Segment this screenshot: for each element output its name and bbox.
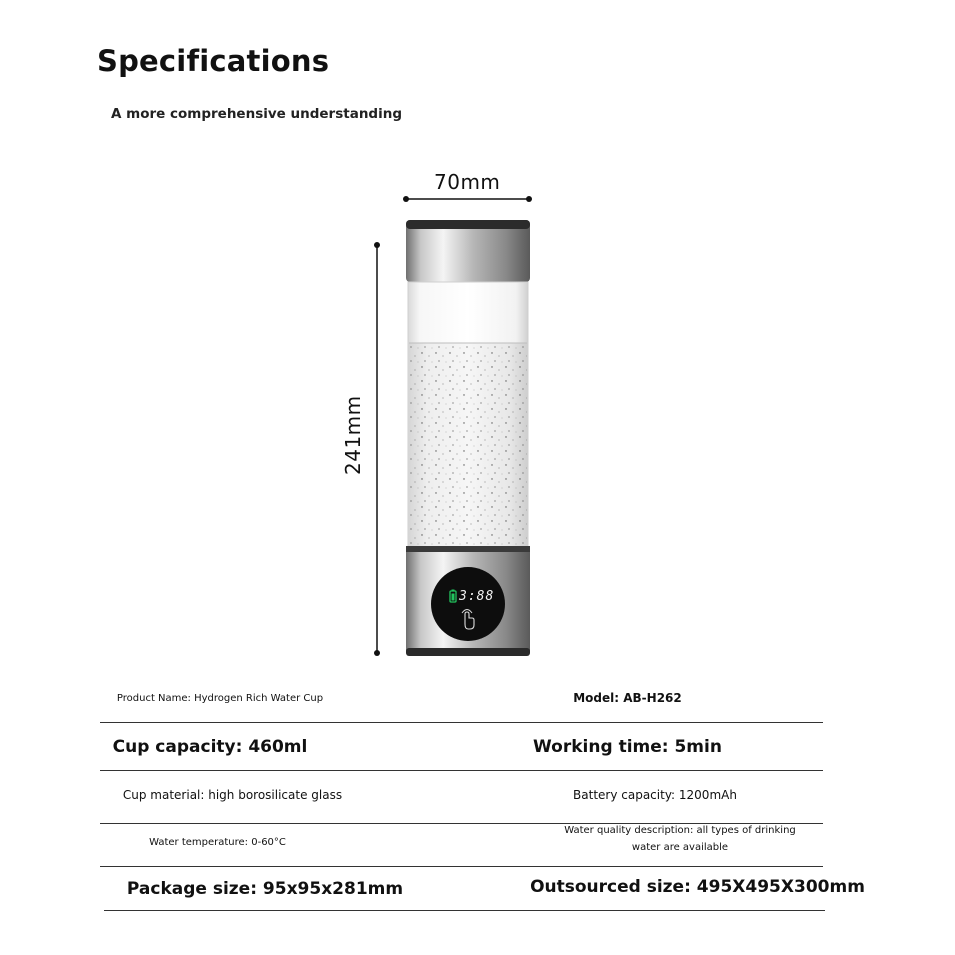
width-dimension-label: 70mm — [434, 170, 501, 194]
spec-package-size: Package size: 95x95x281mm — [126, 879, 404, 899]
table-divider — [104, 910, 825, 911]
width-dimension-line — [403, 196, 532, 202]
spec-product-name: Product Name: Hydrogen Rich Water Cup — [116, 693, 324, 704]
spec-water-quality-line2: water are available — [631, 842, 729, 853]
table-divider — [100, 722, 823, 723]
spec-water-quality-line1: Water quality description: all types of drinking — [564, 825, 796, 836]
spec-water-temperature: Water temperature: 0-60°C — [149, 837, 286, 848]
page-title: Specifications — [97, 44, 330, 78]
bottle-lid — [406, 220, 530, 282]
display-time-readout: 3:88 — [459, 589, 495, 604]
spec-cup-material: Cup material: high borosilicate glass — [122, 788, 343, 802]
table-divider — [100, 823, 823, 824]
page-subtitle: A more comprehensive understanding — [111, 106, 402, 122]
spec-battery-capacity: Battery capacity: 1200mAh — [573, 788, 737, 802]
spec-working-time: Working time: 5min — [533, 737, 722, 757]
spec-outsourced-size: Outsourced size: 495X495X300mm — [530, 877, 865, 897]
height-dimension-label: 241mm — [341, 395, 365, 475]
height-dimension-line — [374, 242, 380, 656]
spec-cup-capacity: Cup capacity: 460ml — [112, 737, 308, 757]
spec-model: Model: AB-H262 — [573, 691, 682, 705]
table-divider — [100, 866, 823, 867]
table-divider — [100, 770, 823, 771]
bottle-glass — [408, 282, 528, 546]
